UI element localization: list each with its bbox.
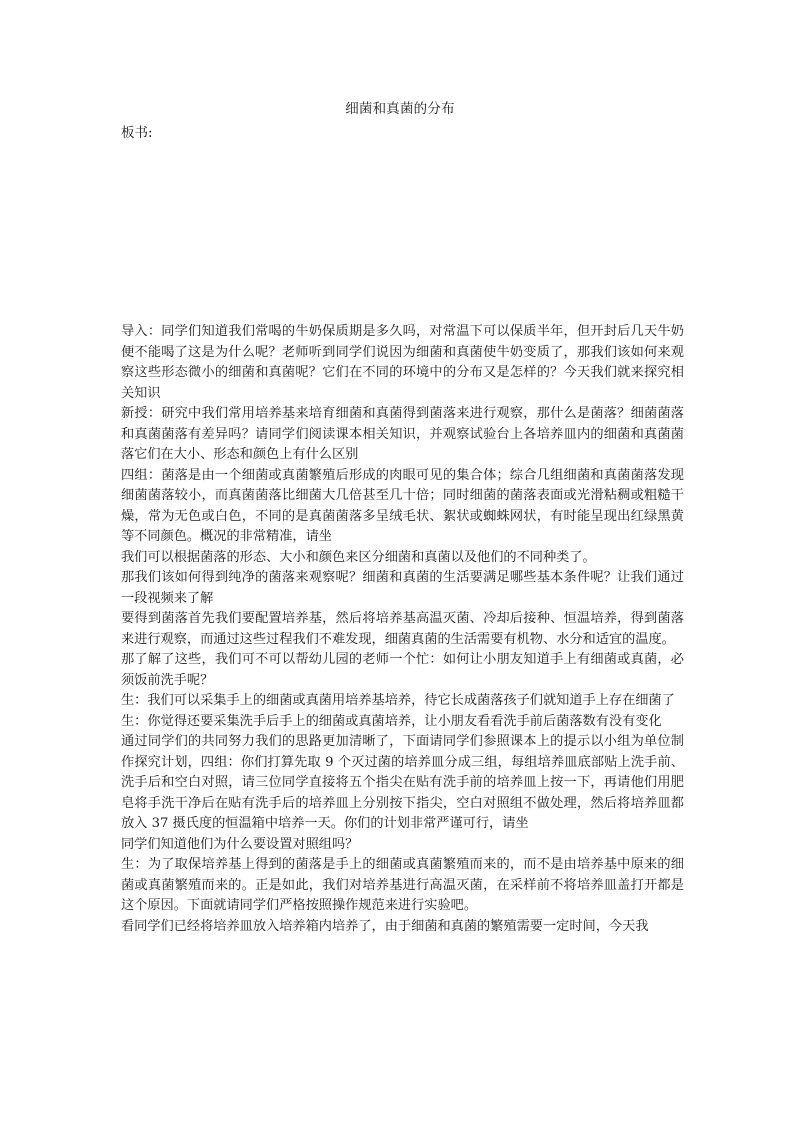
blackboard-label: 板书: bbox=[121, 125, 153, 141]
paragraph-control-question: 同学们知道他们为什么要设置对照组吗？ bbox=[121, 836, 359, 852]
paragraph-culture-steps: 要得到菌落首先我们要配置培养基，然后将培养基高温灭菌、冷却后接种、恒温培养，得到菌落来进行观察，而通过这些过程我们不难发现，细菌真菌的生活需要有机物、水分和适宜的温度。 bbox=[121, 611, 684, 647]
paragraph-question-pure-colony: 那我们该如何得到纯净的菌落来观察呢？细菌和真菌的生活要满足哪些基本条件呢？让我们通过一段视频来了解 bbox=[121, 570, 684, 606]
paragraph-student-answer-2: 生：你觉得还要采集洗手后手上的细菌或真菌培养，让小朋友看看洗手前后菌落数有没有变化 bbox=[121, 713, 662, 729]
paragraph-student-answer-1: 生：我们可以采集手上的细菌或真菌用培养基培养，待它长成菌落孩子们就知道手上存在细菌了 bbox=[121, 693, 675, 708]
blackboard-blank-area bbox=[121, 146, 681, 316]
document-title: 细菌和真菌的分布 bbox=[345, 101, 455, 117]
paragraph-student-answer-3: 生：为了取保培养基上得到的菌落是手上的细菌或真菌繁殖而来的，而不是由培养基中原来的细菌或真菌繁殖而来的。正是如此，我们对培养基进行高温灭菌，在采样前不将培养皿盖打开都是这个原因。下面就请同学们严格按照操作规范来进行实验吧。 bbox=[121, 857, 684, 913]
paragraph-distinguish: 我们可以根据菌落的形态、大小和颜色来区分细菌和真菌以及他们的不同种类了。 bbox=[121, 549, 596, 565]
paragraph-closing: 看同学们已经将培养皿放入培养箱内培养了，由于细菌和真菌的繁殖需要一定时间，今天我 bbox=[121, 918, 649, 934]
paragraph-kindergarten: 那了解了这些，我们可不可以帮幼儿园的老师一个忙：如何让小朋友知道手上有细菌或真菌，必须饭前洗手呢？ bbox=[121, 652, 684, 688]
paragraph-group-four: 四组：菌落是由一个细菌或真菌繁殖后形成的肉眼可见的集合体；综合几组细菌和真菌菌落发现细菌菌落较小，而真菌菌落比细菌大几倍甚至几十倍；同时细菌的菌落表面或光滑粘稠或粗糙干燥，常为无色或白色，不同的是真菌菌落多呈绒毛状、絮状或蜘蛛网状，有时能呈现出红绿黑黄等不同颜色。概况的非常精准，请坐 bbox=[121, 467, 684, 544]
document-body bbox=[121, 322, 684, 937]
paragraph-new-lesson: 新授：研究中我们常用培养基来培育细菌和真菌得到菌落来进行观察，那什么是菌落？细菌菌落和真菌菌落有差异吗？请同学们阅读课本相关知识，并观察试验台上各培养皿内的细菌和真菌菌落它们在大小、形态和颜色上有什么区别 bbox=[121, 406, 684, 462]
paragraph-plan: 通过同学们的共同努力我们的思路更加清晰了，下面请同学们参照课本上的提示以小组为单位制作探究计划，四组：你们打算先取 9 个灭过菌的培养皿分成三组，每组培养皿底部贴上洗手前、洗手后和空白对照，请三位同学直接将五个指尖在贴有洗手前的培养皿上按一下，再请他们用肥皂将手洗干净后在贴有洗手后的培养皿上分别按下指尖，空白对照组不做处理，然后将培养皿都放入 37 摄氏度的恒温箱中培养一天。你们的计划非常严谨可行，请坐 bbox=[121, 734, 684, 831]
paragraph-intro: 导入：同学们知道我们常喝的牛奶保质期是多久吗，对常温下可以保质半年，但开封后几天牛奶便不能喝了这是为什么呢？老师听到同学们说因为细菌和真菌使牛奶变质了，那我们该如何来观察这些形态微小的细菌和真菌呢？它们在不同的环境中的分布又是怎样的？今天我们就来探究相关知识 bbox=[121, 324, 684, 401]
